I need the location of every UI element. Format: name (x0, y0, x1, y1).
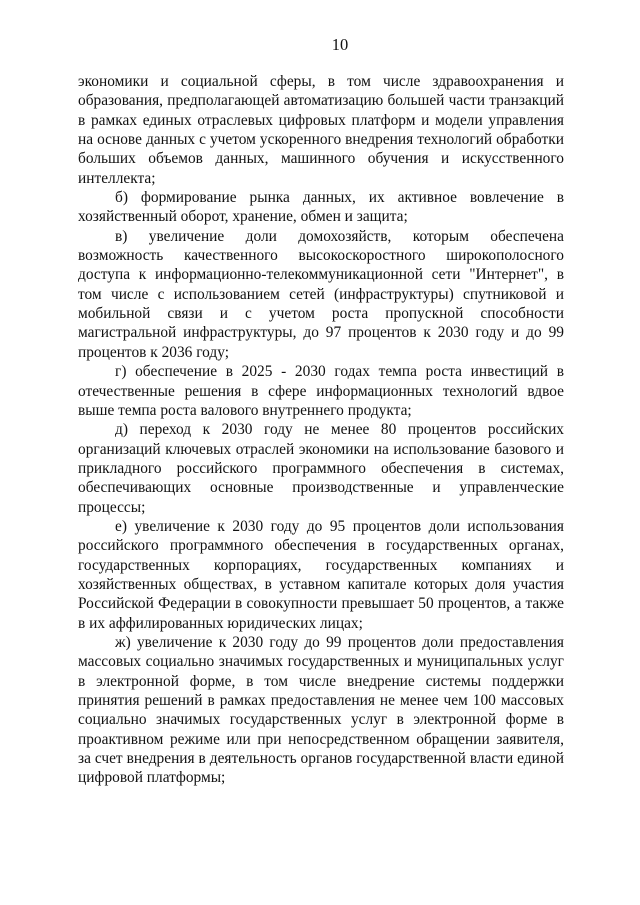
paragraph-item-g: г) обеспечение в 2025 - 2030 годах темпа роста инвестиций в отечественные решения в сфере информационных технологий вдвое выше темпа роста валового внутреннего продукта; (78, 363, 564, 419)
paragraph-item-zh: ж) увеличение к 2030 году до 99 процентов доли предоставления массовых социально значимых государственных и муниципальных услуг в электронной форме, в том числе внедрение системы поддержки принятия решений в рамках предоставления не менее чем 100 массовых социально значимых государственных услуг в электронной форме в проактивном режиме или при непосредственном обращении заявителя, за счет внедрения в деятельность органов государственной власти единой цифровой платформы; (78, 633, 564, 787)
document-body (78, 72, 564, 788)
paragraph-item-v: в) увеличение доли домохозяйств, которым обеспечена возможность качественного высокоскоростного широкополосного доступа к информационно-телекоммуникационной сети "Интернет", в том числе с использованием сетей (инфраструктуры) спутниковой и мобильной связи и с учетом роста пропускной способности магистральной инфраструктуры, до 97 процентов к 2030 году и до 99 процентов к 2036 году; (78, 227, 564, 361)
paragraph-item-d: д) переход к 2030 году не менее 80 процентов российских организаций ключевых отраслей экономики на использование базового и прикладного российского программного обеспечения в системах, обеспечивающих основные производственные и управленческие процессы; (78, 421, 564, 516)
page-number: 10 (331, 35, 349, 54)
paragraph-continuation: экономики и социальной сферы, в том числе здравоохранения и образования, предполагающей автоматизацию большей части транзакций в рамках единых отраслевых цифровых платформ и модели управления на основе данных с учетом ускоренного внедрения технологий обработки больших объемов данных, машинного обучения и искусственного интеллекта; (78, 73, 564, 187)
paragraph-item-e: е) увеличение к 2030 году до 95 процентов доли использования российского программного обеспечения в государственных органах, государственных корпорациях, государственных компаниях и хозяйственных обществах, в уставном капитале которых доля участия Российской Федерации в совокупности превышает 50 процентов, а также в их аффилированных юридических лицах; (78, 517, 564, 632)
paragraph-item-b: б) формирование рынка данных, их активное вовлечение в хозяйственный оборот, хранение, обмен и защита; (78, 189, 564, 226)
